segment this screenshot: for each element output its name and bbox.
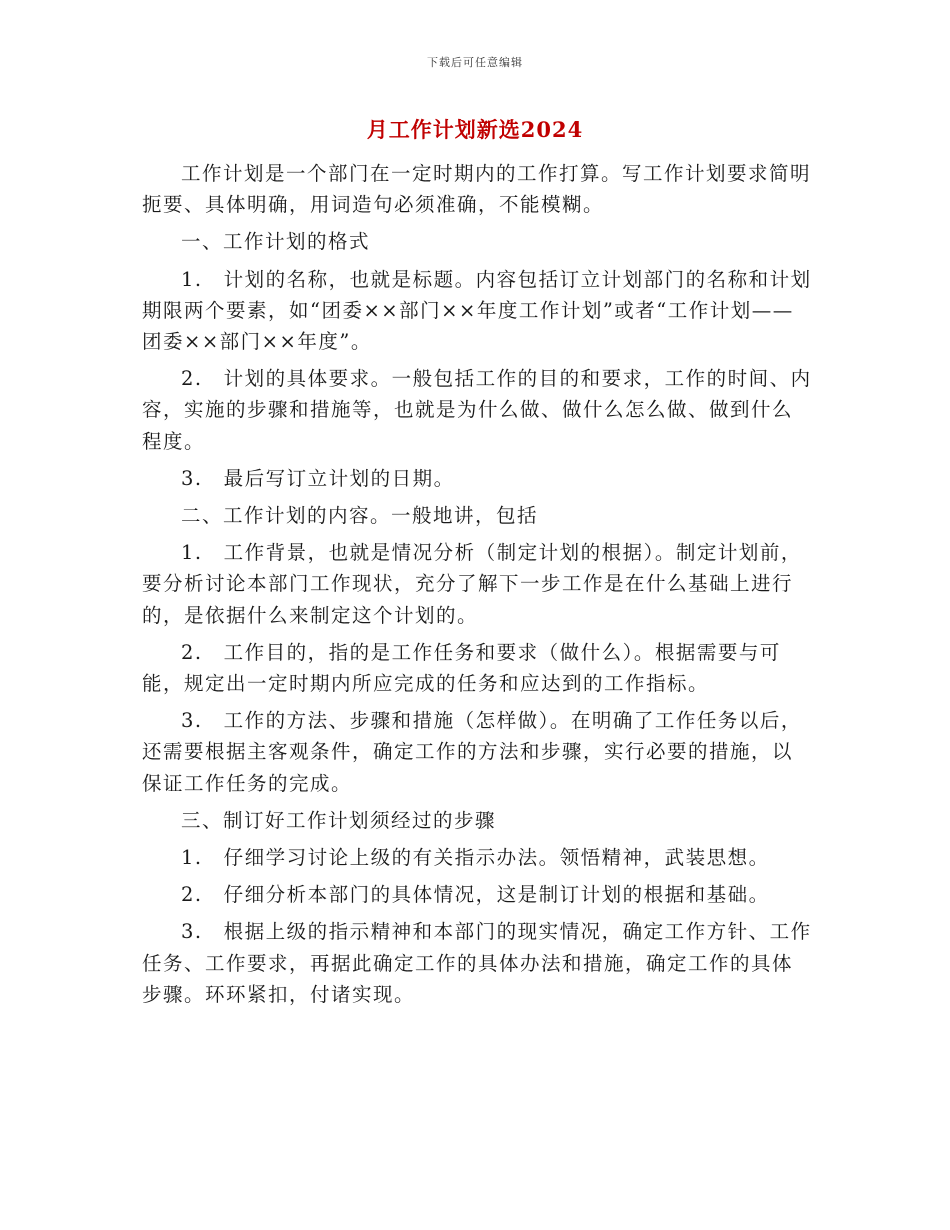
paragraph-1-1: 1. 计划的名称，也就是标题。内容包括订立计划部门的名称和计划期限两个要素，如“团委××部门××年度工作计划”或者“工作计划——团委××部门××年度”。 [142, 267, 812, 354]
paragraph-2-2: 2. 工作目的，指的是工作任务和要求（做什么）。根据需要与可能，规定出一定时期内所应完成的任务和应达到的工作指标。 [142, 640, 781, 696]
section-heading-2: 二、工作计划的内容。一般地讲，包括 [181, 504, 539, 528]
section-heading-3: 三、制订好工作计划须经过的步骤 [181, 808, 497, 832]
paragraph-2-1: 1. 工作背景，也就是情况分析（制定计划的根据）。制定计划前，要分析讨论本部门工作现状，充分了解下一步工作是在什么基础上进行的，是依据什么来制定这个计划的。 [142, 541, 802, 627]
paragraph-2-3: 3. 工作的方法、步骤和措施（怎样做）。在明确了工作任务以后，还需要根据主客观条件，确定工作的方法和步骤，实行必要的措施，以保证工作任务的完成。 [142, 709, 802, 795]
paragraph-1-3: 3. 最后写订立计划的日期。 [181, 466, 455, 490]
document-title: 月工作计划新选2024 [366, 117, 584, 142]
paragraph-1-2: 2. 计划的具体要求。一般包括工作的目的和要求，工作的时间、内容，实施的步骤和措施等，也就是为什么做、做什么怎么做、做到什么程度。 [142, 367, 812, 453]
section-heading-1: 一、工作计划的格式 [181, 230, 371, 254]
paragraph-3-3: 3. 根据上级的指示精神和本部门的现实情况，确定工作方针、工作任务、工作要求，再据此确定工作的具体办法和措施，确定工作的具体步骤。环环紧扣，付诸实现。 [142, 920, 812, 1006]
paragraph-3-2: 2. 仔细分析本部门的具体情况，这是制订计划的根据和基础。 [181, 883, 770, 907]
document-body [142, 158, 812, 1010]
paragraph-intro: 工作计划是一个部门在一定时期内的工作打算。写工作计划要求简明扼要、具体明确，用词造句必须准确，不能模糊。 [142, 162, 812, 217]
paragraph-3-1: 1. 仔细学习讨论上级的有关指示办法。领悟精神，武装思想。 [181, 846, 770, 870]
header-note: 下载后可任意编辑 [427, 56, 523, 69]
